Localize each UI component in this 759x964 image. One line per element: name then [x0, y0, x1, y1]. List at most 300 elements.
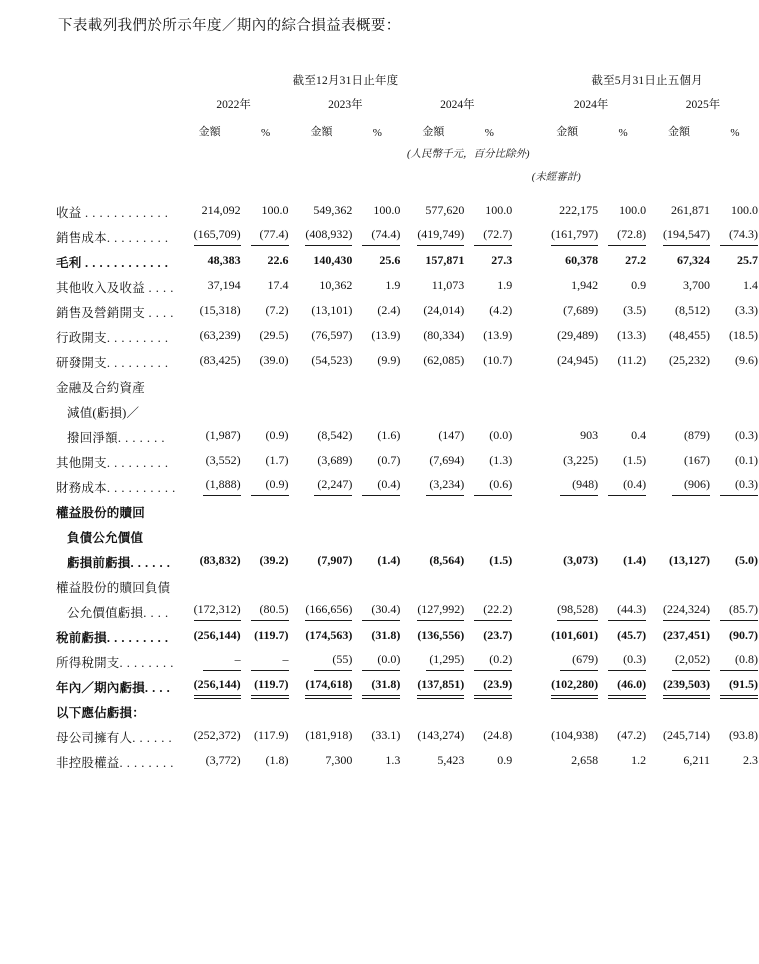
column-gap [513, 421, 535, 446]
cell-percent [711, 221, 759, 246]
audit-note-spacer [56, 161, 513, 184]
table-row [56, 396, 759, 421]
cell-value: (408,932) [305, 227, 352, 246]
table-row [56, 696, 759, 721]
cell-percent [465, 321, 513, 346]
table-header [56, 72, 759, 196]
cell-value: (46.0) [608, 677, 646, 696]
sub-header-pct-2: % [372, 127, 382, 139]
cell-value: (1.4) [377, 553, 401, 567]
year-header-2022: 2022年 [216, 99, 251, 111]
cell-value: (7.2) [265, 303, 289, 317]
cell-amount [647, 196, 711, 221]
cell-percent [465, 421, 513, 446]
cell-amount [178, 571, 242, 596]
cell-percent [599, 321, 647, 346]
cell-amount [535, 546, 599, 571]
cell-amount [535, 696, 599, 721]
cell-value: (147) [438, 428, 465, 442]
cell-percent [353, 221, 401, 246]
cell-value: – [251, 652, 289, 671]
sub-header-amount-5: 金額 [668, 126, 691, 138]
cell-value: (1,295) [426, 652, 464, 671]
cell-amount [401, 621, 465, 646]
cell-value: (25,232) [668, 353, 710, 367]
cell-value: (13,127) [668, 553, 710, 567]
cell-value: 17.4 [267, 278, 289, 292]
table-row [56, 546, 759, 571]
cell-value: 0.4 [631, 428, 647, 442]
cell-percent [353, 646, 401, 671]
cell-amount [535, 246, 599, 271]
cell-value: (0.7) [377, 453, 401, 467]
row-label [56, 321, 178, 346]
cell-percent [353, 321, 401, 346]
leader-dots: . . . . . . . . . . . . [81, 206, 169, 220]
cell-amount [401, 671, 465, 696]
cell-percent [242, 546, 290, 571]
row-label [56, 296, 178, 321]
column-gap [513, 396, 535, 421]
cell-value: (3.3) [735, 303, 758, 317]
cell-value: 1,942 [571, 278, 599, 292]
cell-percent [711, 571, 759, 596]
cell-percent [242, 696, 290, 721]
cell-percent [711, 546, 759, 571]
cell-percent [353, 496, 401, 521]
leader-dots: . . . . . . . . . . [106, 481, 176, 495]
cell-value: 2,658 [571, 753, 599, 767]
cell-amount [647, 596, 711, 621]
cell-value: (8,542) [317, 428, 353, 442]
cell-percent [465, 446, 513, 471]
cell-value: 140,430 [313, 253, 353, 267]
cell-value: (15,318) [199, 303, 241, 317]
cell-percent [465, 621, 513, 646]
cell-value: (102,280) [551, 677, 598, 696]
cell-value: (948) [560, 477, 598, 496]
cell-value: 100.0 [261, 203, 289, 217]
cell-amount [647, 746, 711, 771]
cell-percent [353, 521, 401, 546]
cell-amount [290, 446, 354, 471]
cell-value: 1.9 [385, 278, 401, 292]
cell-amount [290, 196, 354, 221]
cell-value: (76,597) [311, 328, 353, 342]
cell-value: (80,334) [423, 328, 465, 342]
cell-amount [290, 371, 354, 396]
cell-value: (31.8) [362, 677, 400, 696]
cell-percent [242, 721, 290, 746]
cell-amount [535, 571, 599, 596]
column-gap [513, 496, 535, 521]
cell-percent [465, 746, 513, 771]
cell-value: (256,144) [193, 628, 241, 642]
cell-amount [647, 421, 711, 446]
cell-value: (2,247) [314, 477, 352, 496]
cell-value: (161,797) [551, 227, 598, 246]
cell-percent [242, 746, 290, 771]
row-label [56, 646, 178, 671]
cell-value: (29,489) [557, 328, 599, 342]
year-header-2024-interim: 2024年 [573, 99, 609, 111]
cell-amount [401, 271, 465, 296]
sub-header-pct-4: % [618, 127, 628, 139]
leader-dots: . . . . . . . . . . . . [81, 256, 169, 270]
cell-amount [535, 446, 599, 471]
column-gap [513, 671, 535, 696]
cell-value: (167) [683, 453, 710, 467]
cell-amount [401, 346, 465, 371]
cell-amount [401, 746, 465, 771]
cell-amount [535, 421, 599, 446]
cell-value: 67,324 [676, 253, 710, 267]
cell-percent [242, 396, 290, 421]
cell-value: (3,552) [205, 453, 241, 467]
table-row [56, 196, 759, 221]
audit-note-row [56, 161, 759, 184]
table-row [56, 271, 759, 296]
cell-percent [599, 371, 647, 396]
group-header-annual: 截至12月31日止年度 [292, 75, 399, 87]
row-label-text: 財務成本 [56, 481, 107, 495]
row-label-text: 所得稅開支 [56, 656, 120, 670]
sub-spacer [56, 116, 178, 141]
cell-value: (1.5) [489, 553, 513, 567]
cell-amount [178, 746, 242, 771]
cell-value: 25.6 [379, 253, 401, 267]
column-gap [513, 371, 535, 396]
cell-amount [178, 596, 242, 621]
row-label [56, 496, 178, 521]
row-label [56, 546, 178, 571]
cell-amount [401, 246, 465, 271]
cell-value: (13.9) [483, 328, 513, 342]
cell-amount [647, 296, 711, 321]
column-gap [513, 196, 535, 221]
cell-value: (83,832) [199, 553, 241, 567]
cell-amount [178, 621, 242, 646]
cell-amount [290, 421, 354, 446]
cell-percent [711, 196, 759, 221]
cell-value: (18.5) [729, 328, 758, 342]
column-gap [513, 546, 535, 571]
cell-amount [178, 321, 242, 346]
cell-percent [711, 246, 759, 271]
cell-amount [178, 346, 242, 371]
cell-value: (3,225) [563, 453, 599, 467]
cell-value: (74.4) [362, 227, 400, 246]
cell-percent [242, 296, 290, 321]
cell-amount [401, 421, 465, 446]
row-label-text: 負債公允價值 [67, 531, 144, 545]
cell-amount [647, 571, 711, 596]
cell-percent [242, 446, 290, 471]
cell-percent [599, 621, 647, 646]
row-label-text: 稅前虧損 [56, 631, 107, 645]
cell-value: (679) [560, 652, 598, 671]
cell-percent [353, 571, 401, 596]
row-label [56, 421, 178, 446]
cell-value: (136,556) [417, 628, 465, 642]
row-label-text: 毛利 [56, 256, 82, 270]
financial-table [56, 72, 759, 771]
cell-value: (74.3) [720, 227, 758, 246]
cell-amount [535, 746, 599, 771]
cell-value: (72.8) [608, 227, 646, 246]
cell-value: (63,239) [199, 328, 241, 342]
cell-percent [465, 596, 513, 621]
cell-value: (93.8) [729, 728, 758, 742]
cell-value: 2.3 [743, 753, 758, 767]
cell-value: 1.4 [743, 278, 758, 292]
column-gap [513, 346, 535, 371]
cell-value: (0.0) [489, 428, 513, 442]
leader-dots: . . . . [144, 306, 174, 320]
cell-percent [711, 271, 759, 296]
cell-value: (44.3) [608, 602, 646, 621]
cell-amount [647, 446, 711, 471]
cell-percent [465, 196, 513, 221]
cell-value: (3,234) [426, 477, 464, 496]
row-label-text: 母公司擁有人 [56, 731, 133, 745]
cell-value: 100.0 [731, 203, 758, 217]
row-label-text: 撥回淨額 [67, 431, 118, 445]
cell-percent [353, 396, 401, 421]
cell-amount [647, 496, 711, 521]
cell-amount [647, 721, 711, 746]
row-label-text: 收益 [56, 206, 82, 220]
column-gap [513, 296, 535, 321]
cell-value: 157,871 [425, 253, 465, 267]
row-label [56, 471, 178, 496]
row-label-text: 公允價值虧損 [67, 606, 144, 620]
table-row [56, 621, 759, 646]
unit-note-spacer-2 [535, 141, 759, 161]
cell-percent [599, 296, 647, 321]
cell-amount [178, 521, 242, 546]
cell-percent [242, 246, 290, 271]
cell-value: (31.8) [371, 628, 401, 642]
table-row [56, 296, 759, 321]
cell-amount [290, 621, 354, 646]
cell-value: 549,362 [313, 203, 353, 217]
cell-amount [178, 196, 242, 221]
header-spacer [56, 72, 178, 91]
cell-value: (1.6) [377, 428, 401, 442]
cell-amount [178, 421, 242, 446]
cell-amount [647, 696, 711, 721]
cell-percent [599, 746, 647, 771]
cell-percent [711, 396, 759, 421]
cell-value: 903 [580, 428, 599, 442]
cell-value: (2,052) [672, 652, 710, 671]
cell-amount [290, 596, 354, 621]
cell-percent [711, 621, 759, 646]
cell-percent [353, 271, 401, 296]
row-label-text: 年內／期內虧損 [56, 681, 145, 695]
cell-value: (0.3) [608, 652, 646, 671]
row-label-text: 行政開支 [56, 331, 107, 345]
cell-percent [599, 446, 647, 471]
cell-amount [535, 346, 599, 371]
cell-percent [353, 471, 401, 496]
cell-value: 100.0 [373, 203, 401, 217]
cell-value: 5,423 [437, 753, 465, 767]
cell-value: (3,772) [205, 753, 241, 767]
leader-dots: . . . . . . [130, 556, 171, 570]
cell-percent [353, 371, 401, 396]
cell-amount [178, 221, 242, 246]
cell-value: (30.4) [362, 602, 400, 621]
cell-amount [401, 496, 465, 521]
table-row [56, 571, 759, 596]
cell-percent [353, 721, 401, 746]
cell-value: (1,987) [205, 428, 241, 442]
cell-percent [711, 521, 759, 546]
cell-value: (237,451) [662, 628, 710, 642]
cell-value: 22.6 [267, 253, 289, 267]
audit-note: (未經審計) [531, 172, 581, 183]
cell-amount [401, 571, 465, 596]
leader-dots: . . . . . . . . . [106, 231, 169, 245]
leader-dots: . . . . [144, 281, 174, 295]
row-label [56, 621, 178, 646]
cell-amount [647, 271, 711, 296]
row-label [56, 371, 178, 396]
cell-value: (224,324) [663, 602, 710, 621]
cell-amount [535, 721, 599, 746]
cell-percent [711, 671, 759, 696]
cell-amount [401, 471, 465, 496]
column-gap [513, 321, 535, 346]
cell-amount [401, 721, 465, 746]
column-gap [513, 221, 535, 246]
cell-amount [178, 396, 242, 421]
cell-percent [242, 496, 290, 521]
cell-value: (0.2) [474, 652, 512, 671]
cell-percent [599, 596, 647, 621]
cell-amount [290, 546, 354, 571]
cell-value: 1.3 [385, 753, 401, 767]
row-label-text: 非控股權益 [56, 756, 120, 770]
cell-percent [465, 521, 513, 546]
cell-value: 6,211 [683, 753, 710, 767]
table-row [56, 221, 759, 246]
cell-percent [599, 271, 647, 296]
cell-percent [242, 196, 290, 221]
cell-amount [178, 696, 242, 721]
cell-value: (0.4) [608, 477, 646, 496]
cell-amount [290, 571, 354, 596]
cell-value: (77.4) [251, 227, 289, 246]
cell-percent [711, 421, 759, 446]
cell-value: (62,085) [423, 353, 465, 367]
leader-dots: . . . . . . . . [119, 756, 174, 770]
year-header-2023: 2023年 [328, 99, 363, 111]
cell-percent [599, 571, 647, 596]
sub-header-pct-1: % [260, 127, 271, 139]
cell-amount [178, 646, 242, 671]
header-bottom-spacer [56, 184, 759, 196]
row-label-text: 減值(虧損)／ [67, 406, 140, 420]
cell-amount [290, 246, 354, 271]
cell-amount [535, 296, 599, 321]
row-label-text: 銷售成本 [56, 231, 107, 245]
cell-value: (22.2) [474, 602, 512, 621]
cell-value: (29.5) [259, 328, 289, 342]
cell-value: (165,709) [194, 227, 241, 246]
row-label [56, 721, 178, 746]
cell-percent [599, 221, 647, 246]
cell-value: (0.9) [251, 477, 289, 496]
cell-value: (166,656) [305, 602, 352, 621]
cell-percent [242, 596, 290, 621]
cell-amount [178, 371, 242, 396]
cell-percent [465, 571, 513, 596]
cell-value: (23.7) [483, 628, 513, 642]
cell-percent [353, 196, 401, 221]
cell-value: (119.7) [251, 677, 289, 696]
cell-value: (3,689) [317, 453, 353, 467]
cell-percent [711, 321, 759, 346]
cell-amount [647, 671, 711, 696]
cell-value: (85.7) [720, 602, 758, 621]
cell-percent [353, 596, 401, 621]
cell-amount [401, 646, 465, 671]
cell-value: (13,101) [311, 303, 353, 317]
column-gap [513, 721, 535, 746]
cell-percent [353, 246, 401, 271]
cell-percent [711, 646, 759, 671]
cell-value: (54,523) [311, 353, 353, 367]
year-header-row [56, 92, 759, 115]
cell-amount [290, 521, 354, 546]
audit-note-spacer-2 [599, 161, 711, 184]
intro-paragraph: 下表載列我們於所示年度／期內的綜合損益表概要： [58, 18, 401, 34]
cell-value: 0.9 [631, 278, 647, 292]
cell-value: (7,907) [317, 553, 353, 567]
cell-value: (879) [683, 428, 710, 442]
sub-header-amount-4: 金額 [556, 126, 579, 138]
cell-value: (91.5) [720, 677, 758, 696]
cell-percent [465, 696, 513, 721]
header-gap [513, 72, 535, 91]
cell-value: (256,144) [194, 677, 241, 696]
cell-value: (2.4) [377, 303, 401, 317]
cell-amount [535, 196, 599, 221]
row-label-text: 虧損前虧損 [67, 556, 131, 570]
cell-percent [242, 471, 290, 496]
row-label [56, 221, 178, 246]
cell-value: (90.7) [729, 628, 758, 642]
cell-percent [599, 646, 647, 671]
table-body [56, 196, 759, 771]
cell-value: (72.7) [474, 227, 512, 246]
cell-percent [465, 671, 513, 696]
year-header-2024: 2024年 [440, 99, 475, 111]
table-row [56, 471, 759, 496]
cell-percent [711, 496, 759, 521]
cell-value: (80.5) [251, 602, 289, 621]
leader-dots: . . . . . . . . . [106, 331, 169, 345]
cell-value: (9.6) [735, 353, 758, 367]
leader-dots: . . . . [143, 606, 169, 620]
cell-amount [535, 271, 599, 296]
cell-value: 100.0 [619, 203, 647, 217]
cell-amount [178, 446, 242, 471]
column-gap [513, 596, 535, 621]
